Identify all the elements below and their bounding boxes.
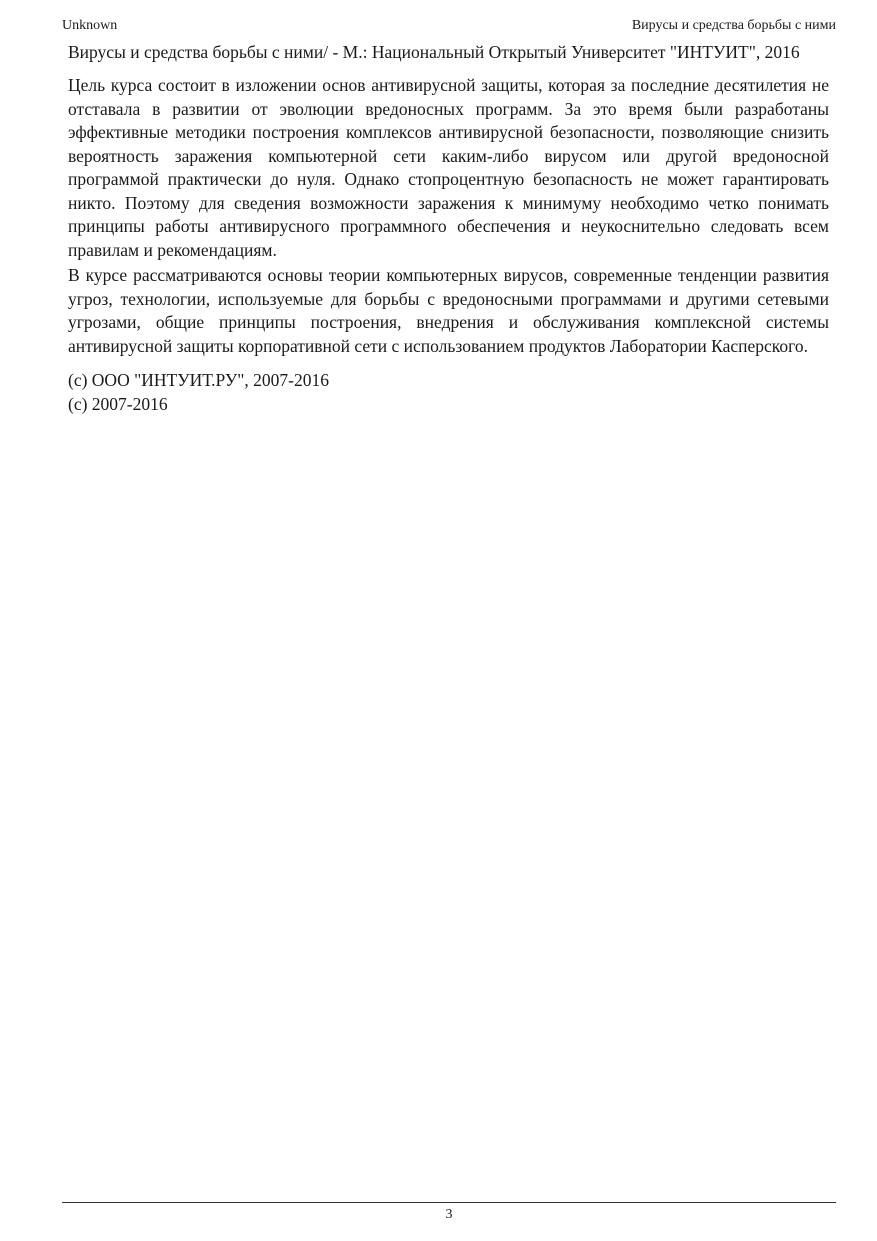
header-title: Вирусы и средства борьбы с ними (631, 18, 836, 33)
page-number: 3 (445, 1207, 453, 1222)
footer-divider (62, 1202, 836, 1203)
page-header (62, 16, 836, 36)
citation: Вирусы и средства борьбы с ними/ - М.: Национальный Открытый Университет "ИНТУИТ", 2016 (68, 42, 800, 62)
page-content (68, 40, 829, 416)
abstract-paragraph: Цель курса состоит в изложении основ антивирусной защиты, которая за последние десятилетия не отставала в развитии от эволюции вредоносных программ. За это время были разработаны эффективные методики построения комплексов антивирусной безопасности, позволяющие снизить вероятность заражения компьютерной сети каким-либо вирусом или другой вредоносной программой практически до нуля. Однако стопроцентную безопасность не может гарантировать никто. Поэтому для сведения возможности заражения к минимуму необходимо четко понимать принципы работы антивирусного программного обеспечения и неукоснительно следовать всем правилам и рекомендациям. (68, 75, 829, 260)
abstract-paragraph: В курсе рассматриваются основы теории компьютерных вирусов, современные тенденции развития угроз, технологии, используемые для борьбы с вредоносными программами и другими сетевыми угрозами, общие принципы построения, внедрения и обслуживания комплексной системы антивирусной защиты корпоративной сети с использованием продуктов Лаборатории Касперского. (68, 265, 829, 356)
copyright-line: (c) ООО "ИНТУИТ.РУ", 2007-2016 (68, 370, 329, 390)
copyright-line: (c) 2007-2016 (68, 394, 168, 414)
header-author: Unknown (62, 18, 118, 33)
copyright-block (68, 368, 829, 416)
